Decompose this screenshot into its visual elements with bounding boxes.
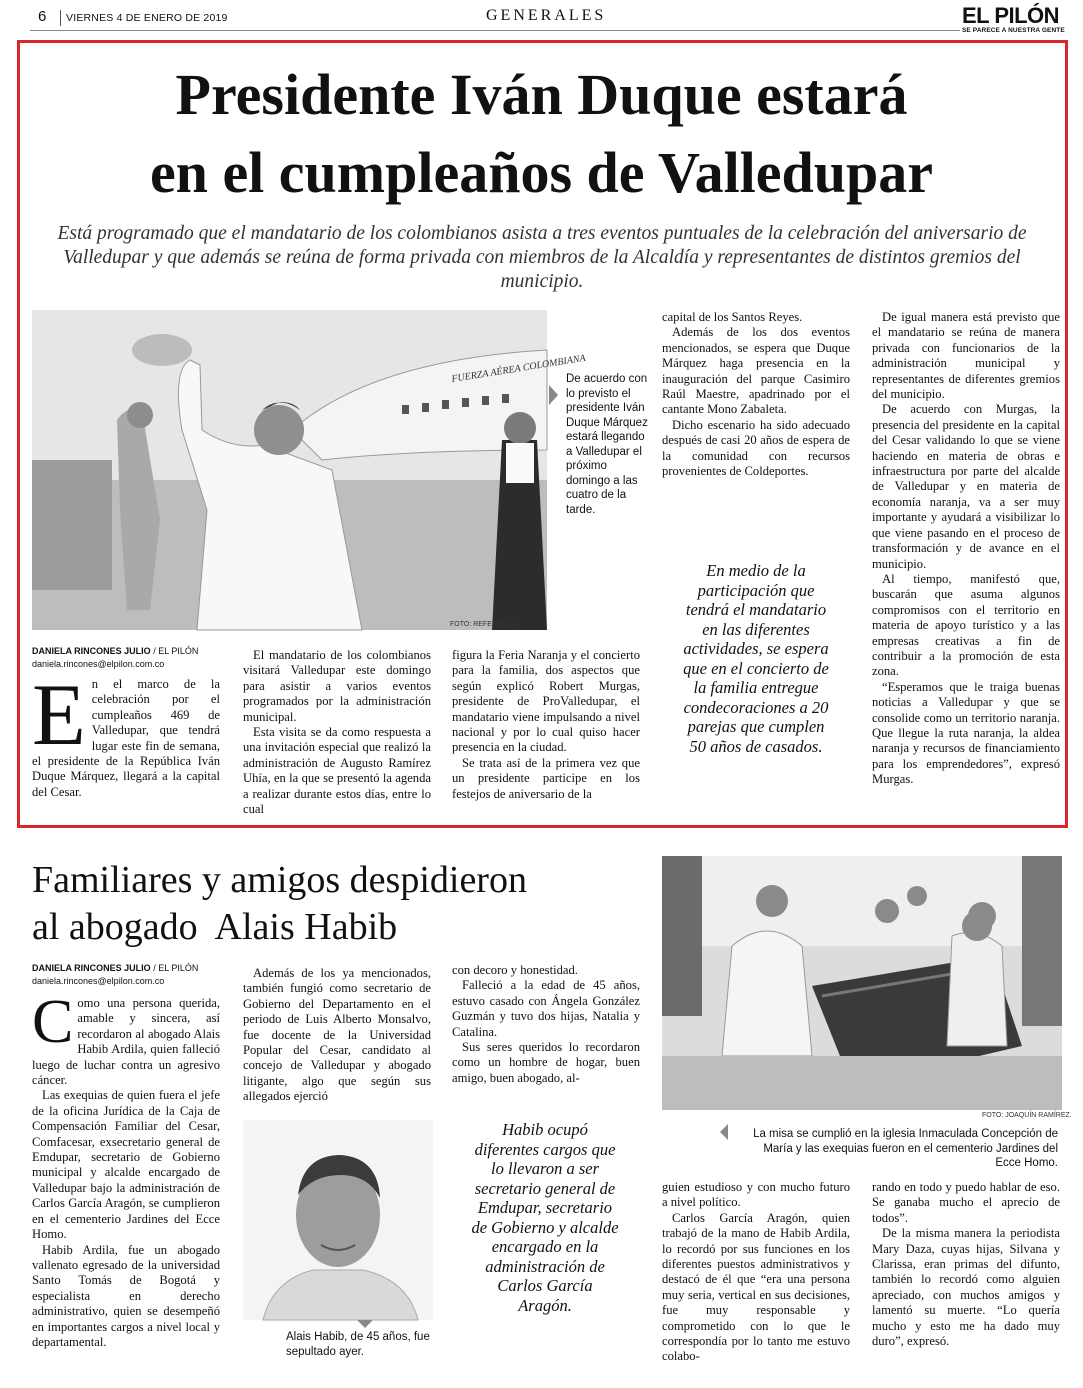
paragraph: figura la Feria Naranja y el concierto para la familia, dos aspectos que según explicó Robert Murgas, presidente de ProValledupar, el mandatario viene impulsando a nivel nacional y por lo cual quiso hacer presencia en la ciudad. xyxy=(452,648,640,755)
paragraph: rando en todo y puedo hablar de eso. Se ganaba mucho el aprecio de todos”. xyxy=(872,1180,1060,1225)
funeral-photo-caption: La misa se cumplió en la iglesia Inmaculada Concepción de María y las exequias fueron en el cementerio Jardines del Ecce Homo. xyxy=(753,1128,1058,1169)
paragraph: Esta visita se da como respuesta a una invitación especial que realizó la administración de Augusto Ramírez Uhía, en la que se presentó la agenda a realizar durante estos días, entre lo cual xyxy=(243,725,431,817)
paragraph: El mandatario de los colombianos visitará Valledupar este domingo para asistir a varios eventos programados por la administración municipal. xyxy=(243,648,431,724)
paragraph: De igual manera está previsto que el mandatario se reúna de manera privada con funcionarios de la administración municipal y representantes de diferentes gremios del municipio. xyxy=(872,310,1060,402)
paragraph: Sus seres queridos lo recordaron como un hombre de hogar, buen amigo, buen abogado, al- xyxy=(452,1040,640,1085)
paragraph: guien estudioso y con mucho futuro a nivel político. xyxy=(662,1180,850,1210)
article2-column-1 xyxy=(32,988,220,1350)
article1-column-4 xyxy=(662,310,850,479)
header-rule xyxy=(30,30,960,31)
byline-outlet: / EL PILÓN xyxy=(150,646,199,656)
plane-livery-text: FUERZA AÉREA COLOMBIANA xyxy=(450,352,587,385)
paragraph: Habib Ardila, fue un abogado vallenato egresado de la universidad Santo Tomás de Bogotá y especialista en derecho administrativo, quien se desempeñó en importantes cargos a nivel local y departamental. xyxy=(32,1242,220,1349)
article1-column-3 xyxy=(452,648,640,802)
president-photo xyxy=(32,310,587,630)
article2-byline xyxy=(32,962,232,974)
article2-headline-line-1: Familiares y amigos despidieron xyxy=(32,859,527,901)
headline-line-2: en el cumpleaños de Valledupar xyxy=(149,140,934,205)
paragraph: Además de los dos eventos mencionados, se espera que Duque Márquez haga presencia en la inauguración del parque Casimiro Raúl Maestre, apadrinado por el cantante Mono Zabaleta. xyxy=(662,325,850,417)
paragraph: Además de los ya mencionados, también fungió como secretario de Gobierno del Departamento en el periodo de Luis Alberto Monsalvo, fue docente de la Universidad Popular del Cesar, candidato al concejo de Valledupar y abogado litigante, algo que según sus allegados ejerció xyxy=(243,966,431,1104)
lead-paragraph: omo una persona querida, amable y sincera, así recordaron al abogado Alais Habib Ardila, quien falleció luego de luchar contra un agresivo cáncer. xyxy=(32,996,220,1088)
lead-paragraph: n el marco de la celebración por el cumpleaños 469 de Valledupar, que tendrá lugar este fin de semana, el presidente de la República Iván Duque Márquez, llegará a la capital del Cesar. xyxy=(32,677,220,799)
portrait-caption: Alais Habib, de 45 años, fue sepultado ayer. xyxy=(286,1331,430,1358)
pull-quote: En medio de la participación que tendrá el mandatario en las diferentes actividades, se espera que en el concierto de la familia entregue condecoraciones a 20 parejas que cumplen 50 años de casados. xyxy=(683,561,829,756)
caption-pointer-icon xyxy=(549,385,558,405)
header-divider xyxy=(60,10,61,26)
portrait-photo xyxy=(243,1120,433,1320)
paragraph: Al tiempo, manifestó que, buscarán que asuma algunos compromisos con el territorio en materia de apoyo turístico y a las empresas creativas a fin de contribuir a la promoción de esta zona. xyxy=(872,571,1060,679)
article1-column-1 xyxy=(32,667,220,800)
issue-date: VIERNES 4 DE ENERO DE 2019 xyxy=(66,12,228,24)
funeral-photo xyxy=(662,856,1062,1110)
article1-column-5 xyxy=(872,310,1060,788)
paragraph: De la misma manera la periodista Mary Daza, cuyas hijas, Silvana y Clarissa, eran primas del difunto, también lo recordó como alguien apreciado, con muchos amigos y lamentó su muerte. “Lo quería mucho y esto me ha dado muy duro”, expresó. xyxy=(872,1226,1060,1349)
byline-name: DANIELA RINCONES JULIO xyxy=(32,646,151,656)
article2-column-4 xyxy=(662,1180,850,1365)
section-title: GENERALES xyxy=(486,7,607,24)
paragraph: De acuerdo con Murgas, la presencia del presidente en la capital del Cesar validando lo que se viene haciendo en materia de obras e infraestructura por parte del alcalde de Valledupar y en materia de economía naranja, va a ser muy importante y ayudará a visibilizar lo que viene pasando en el proceso de transformación y de avance en el municipio. xyxy=(872,402,1060,571)
paragraph: “Esperamos que le traiga buenas noticias a Valledupar y que se consolide como un territorio naranja. Que llegue la ruta naranja, la aldea naranja y recursos de financiamiento para los emprendedores”, expresó Murgas. xyxy=(872,679,1060,787)
article-deck: Está programado que el mandatario de los colombianos asista a tres eventos puntuales de la celebración del aniversario de Valledupar y que además se reúna de forma privada con miembros de la Alcaldía y representantes de distintos gremios del municipio. xyxy=(57,223,1027,292)
page-number: 6 xyxy=(38,8,47,25)
byline-email: daniela.rincones@elpilon.com.co xyxy=(32,659,165,669)
article2-column-5 xyxy=(872,1180,1060,1349)
paragraph: Las exequias de quien fuera el jefe de la oficina Jurídica de la Caja de Compensación Familiar del Cesar, Comfacesar, exsecretario general de Emdupar, secretario de Gobierno municipal y alcalde encargado de Valledupar bajo la administración de Carlos García Aragón, se cumplieron en el cementerio Jardines del Ecce Homo. xyxy=(32,1088,220,1242)
funeral-photo-credit: FOTO: JOAQUÍN RAMÍREZ. xyxy=(982,1112,1072,1119)
paragraph: con decoro y honestidad. xyxy=(452,963,578,977)
paragraph: Dicho escenario ha sido adecuado después de casi 20 años de espera de la comunidad con recursos provenientes de Coldeportes. xyxy=(662,417,850,479)
photo-caption: De acuerdo con lo previsto el presidente Iván Duque Márquez estará llegando a Valledupar el próximo domingo a las cuatro de la tarde. xyxy=(566,373,648,516)
article2-column-3 xyxy=(452,963,640,1086)
headline-line-1: Presidente Iván Duque estará xyxy=(175,62,908,127)
caption-pointer-icon xyxy=(357,1320,373,1328)
byline-outlet: / EL PILÓN xyxy=(150,963,199,973)
brand-logo: EL PILÓN xyxy=(962,3,1060,28)
article2-column-2 xyxy=(243,966,431,1105)
byline-name: DANIELA RINCONES JULIO xyxy=(32,963,151,973)
drop-cap: C xyxy=(32,988,74,1056)
drop-cap: E xyxy=(32,667,86,764)
article1-column-2 xyxy=(243,648,431,817)
paragraph: Falleció a la edad de 45 años, estuvo casado con Ángela González Guzmán y tuvo dos hijas, Natalia y Catalina. xyxy=(452,978,640,1039)
article2-headline-line-2: al abogado Alais Habib xyxy=(32,906,398,948)
caption-pointer-icon xyxy=(720,1124,728,1140)
article2-byline-email: daniela.rincones@elpilon.com.co xyxy=(32,976,165,986)
paragraph: Se trata así de la primera vez que un presidente participe en los festejos de aniversario de la xyxy=(452,755,640,801)
brand-slogan: SE PARECE A NUESTRA GENTE xyxy=(962,27,1065,34)
byline xyxy=(32,645,232,657)
article2-pull-quote: Habib ocupó diferentes cargos que lo llevaron a ser secretario general de Emdupar, secretario de Gobierno y alcalde encargado en la administración de Carlos García Aragón. xyxy=(471,1120,619,1315)
paragraph: capital de los Santos Reyes. xyxy=(662,310,803,324)
paragraph: Carlos García Aragón, quien trabajó de la mano de Habib Ardila, lo recordó por sus funciones en los diferentes puestos administrativos y destacó de él que “era una persona muy seria, vertical en sus decisiones, fue muy responsable y comprometido con lo que le correspondía por lo tanto me estuvo colabo- xyxy=(662,1210,850,1364)
photo-credit: FOTO: REFERENCIA. xyxy=(450,621,521,628)
